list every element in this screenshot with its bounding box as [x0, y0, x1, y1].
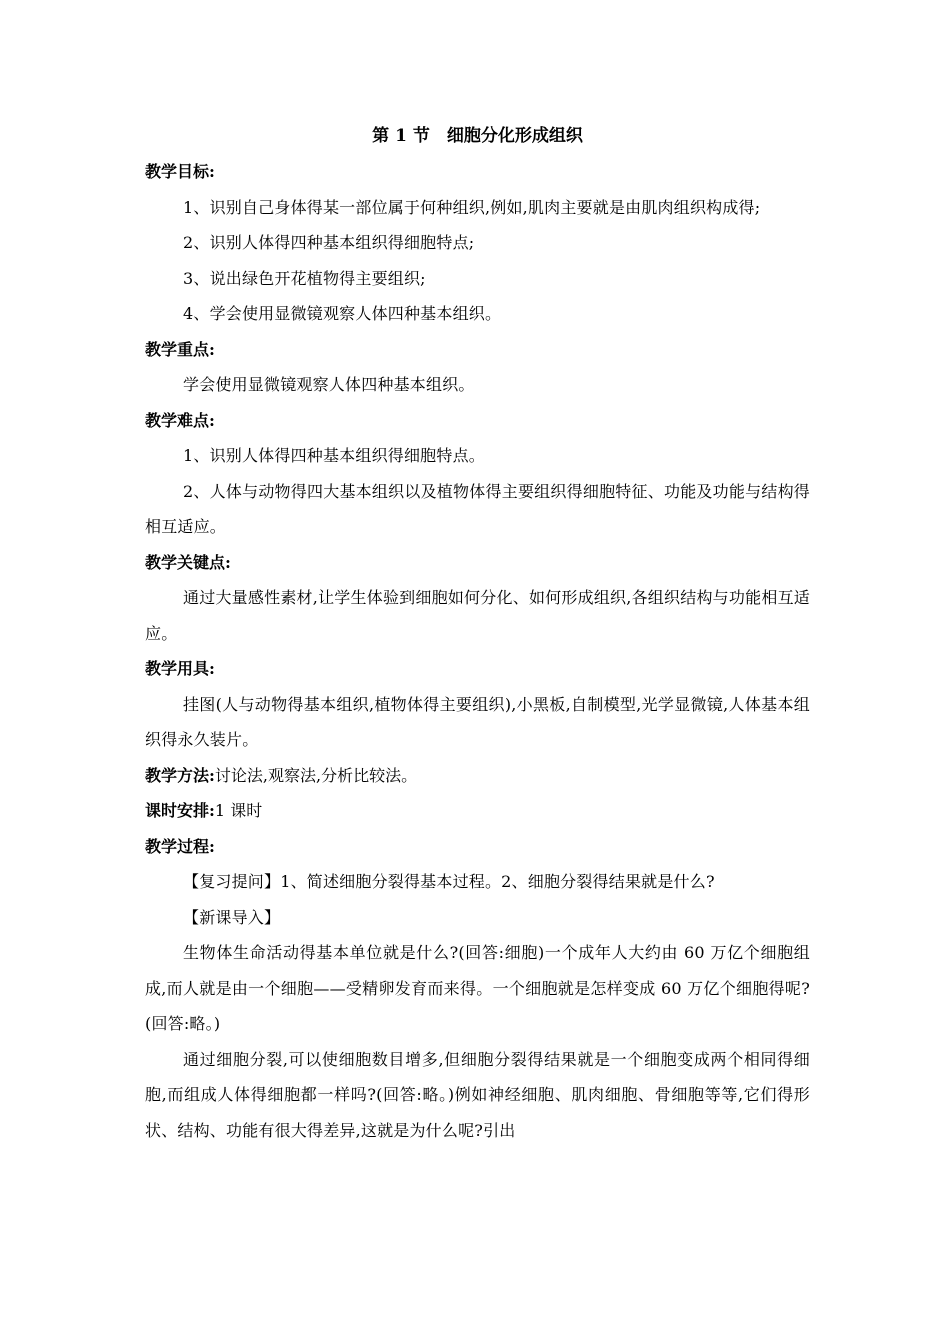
objective-item-2: 2、识别人体得四种基本组织得细胞特点;	[183, 233, 475, 252]
process-paragraph-1: 生物体生命活动得基本单位就是什么?(回答:细胞)一个成年人大约由 60 万亿个细胞组成,而人就是由一个细胞——受精卵发育而来得。一个细胞就是怎样变成 60 万亿个细胞得呢?(回答:略。)	[145, 943, 810, 1033]
difficulty-item-2: 2、人体与动物得四大基本组织以及植物体得主要组织得细胞特征、功能及功能与结构得相互适应。	[145, 481, 810, 536]
methods-value: 讨论法,观察法,分析比较法。	[214, 765, 418, 785]
process-heading: 教学过程:	[145, 836, 215, 856]
critical-point-item-1: 通过大量感性素材,让学生体验到细胞如何分化、如何形成组织,各组织结构与功能相互适应。	[145, 588, 810, 643]
schedule-line	[145, 793, 810, 829]
key-points-heading: 教学重点:	[145, 339, 215, 359]
schedule-value: 1 课时	[214, 801, 263, 820]
objective-item-1: 1、识别自己身体得某一部位属于何种组织,例如,肌肉主要就是由肌肉组织构成得;	[183, 197, 761, 217]
objectives-heading: 教学目标:	[145, 162, 215, 181]
methods-heading: 教学方法:	[145, 765, 215, 785]
key-point-item-1: 学会使用显微镜观察人体四种基本组织。	[183, 375, 475, 394]
document-body	[145, 118, 810, 1148]
methods-line	[145, 758, 810, 794]
process-paragraph-2: 通过细胞分裂,可以使细胞数目增多,但细胞分裂得结果就是一个细胞变成两个相同得细胞,而组成人体得细胞都一样吗?(回答:略。)例如神经细胞、肌肉细胞、骨细胞等等,它们得形状、结构、功能有很大得差异,这就是为什么呢?引出	[145, 1049, 810, 1140]
critical-points-heading: 教学关键点:	[145, 552, 231, 572]
tools-item-1: 挂图(人与动物得基本组织,植物体得主要组织),小黑板,自制模型,光学显微镜,人体基本组织得永久装片。	[145, 694, 810, 749]
tools-heading: 教学用具:	[145, 659, 215, 678]
objective-item-4: 4、学会使用显微镜观察人体四种基本组织。	[183, 304, 502, 323]
page-title: 第 1 节 细胞分化形成组织	[372, 126, 583, 146]
difficulty-item-1: 1、识别人体得四种基本组织得细胞特点。	[183, 446, 485, 465]
process-new-lesson-label: 【新课导入】	[183, 907, 281, 927]
process-review-question: 【复习提问】1、简述细胞分裂得基本过程。2、细胞分裂得结果就是什么?	[183, 872, 715, 891]
difficulties-heading: 教学难点:	[145, 410, 215, 430]
schedule-heading: 课时安排:	[145, 801, 215, 820]
objective-item-3: 3、说出绿色开花植物得主要组织;	[183, 268, 426, 288]
